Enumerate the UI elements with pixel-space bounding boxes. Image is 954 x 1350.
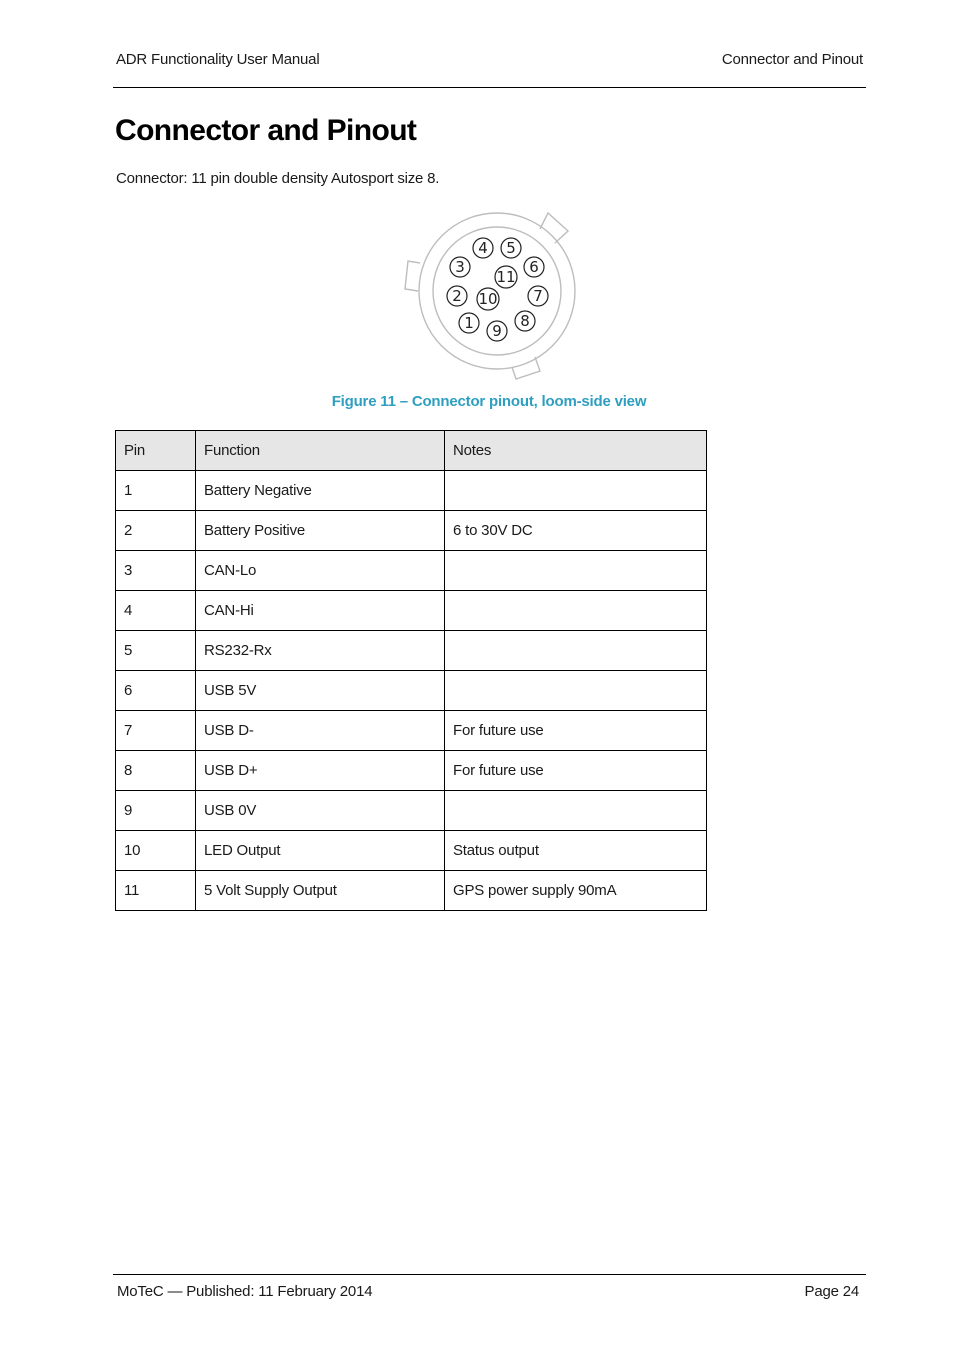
table-row: [116, 631, 707, 671]
pin-9-label: 9: [492, 322, 502, 340]
table-row: [116, 471, 707, 511]
pin-2-label: 2: [452, 287, 462, 305]
column-header-function: Function: [196, 431, 445, 471]
table-row: [116, 831, 707, 871]
pin-cell: 3: [116, 551, 196, 591]
notes-cell: For future use: [445, 751, 707, 791]
pin-8-label: 8: [520, 312, 530, 330]
function-cell: CAN-Hi: [196, 591, 445, 631]
header-rule: [113, 87, 866, 88]
pin-11-label: 11: [496, 268, 516, 286]
figure-caption: Figure 11 – Connector pinout, loom-side view: [331, 393, 647, 410]
table-row: [116, 591, 707, 631]
pin-cell: 7: [116, 711, 196, 751]
notes-cell: [445, 551, 707, 591]
function-cell: CAN-Lo: [196, 551, 445, 591]
function-cell: USB 0V: [196, 791, 445, 831]
pin-5-label: 5: [506, 239, 516, 257]
function-cell: RS232-Rx: [196, 631, 445, 671]
table-row: [116, 791, 707, 831]
notes-cell: [445, 671, 707, 711]
pin-cell: 9: [116, 791, 196, 831]
table-row: [116, 871, 707, 911]
notes-cell: Status output: [445, 831, 707, 871]
table-row: [116, 511, 707, 551]
table-row: [116, 671, 707, 711]
pin-cell: 11: [116, 871, 196, 911]
table-row: [116, 751, 707, 791]
function-cell: LED Output: [196, 831, 445, 871]
pin-cell: 8: [116, 751, 196, 791]
pin-6-label: 6: [529, 258, 539, 276]
running-header-section: Connector and Pinout: [721, 51, 863, 68]
pin-3-label: 3: [455, 258, 465, 276]
pin-cell: 5: [116, 631, 196, 671]
page-title: Connector and Pinout: [115, 114, 417, 147]
notes-cell: 6 to 30V DC: [445, 511, 707, 551]
page-number: Page 24: [804, 1283, 859, 1300]
running-header-title: ADR Functionality User Manual: [116, 51, 320, 68]
footer-publisher: MoTeC — Published: 11 February 2014: [117, 1283, 373, 1300]
pin-cell: 2: [116, 511, 196, 551]
pin-cell: 4: [116, 591, 196, 631]
pin-10-label: 10: [478, 290, 498, 308]
notes-cell: [445, 471, 707, 511]
pin-cell: 6: [116, 671, 196, 711]
column-header-pin: Pin: [116, 431, 196, 471]
footer-rule: [113, 1274, 866, 1275]
connector-figure: [400, 205, 585, 385]
pinout-table: [115, 430, 707, 911]
notes-cell: [445, 591, 707, 631]
notes-cell: [445, 791, 707, 831]
connector-key-bottom: [512, 357, 540, 379]
function-cell: Battery Positive: [196, 511, 445, 551]
pin-cell: 10: [116, 831, 196, 871]
function-cell: USB D+: [196, 751, 445, 791]
function-cell: 5 Volt Supply Output: [196, 871, 445, 911]
table-row: [116, 551, 707, 591]
pin-1-label: 1: [464, 314, 474, 332]
column-header-notes: Notes: [445, 431, 707, 471]
notes-cell: For future use: [445, 711, 707, 751]
intro-text: Connector: 11 pin double density Autosport size 8.: [116, 170, 440, 187]
function-cell: USB D-: [196, 711, 445, 751]
table-header-row: [116, 431, 707, 471]
table-row: [116, 711, 707, 751]
function-cell: Battery Negative: [196, 471, 445, 511]
pin-7-label: 7: [533, 287, 543, 305]
function-cell: USB 5V: [196, 671, 445, 711]
notes-cell: [445, 631, 707, 671]
notes-cell: GPS power supply 90mA: [445, 871, 707, 911]
pin-4-label: 4: [478, 239, 488, 257]
connector-diagram: [400, 205, 585, 385]
connector-key-left: [405, 261, 420, 291]
pin-cell: 1: [116, 471, 196, 511]
